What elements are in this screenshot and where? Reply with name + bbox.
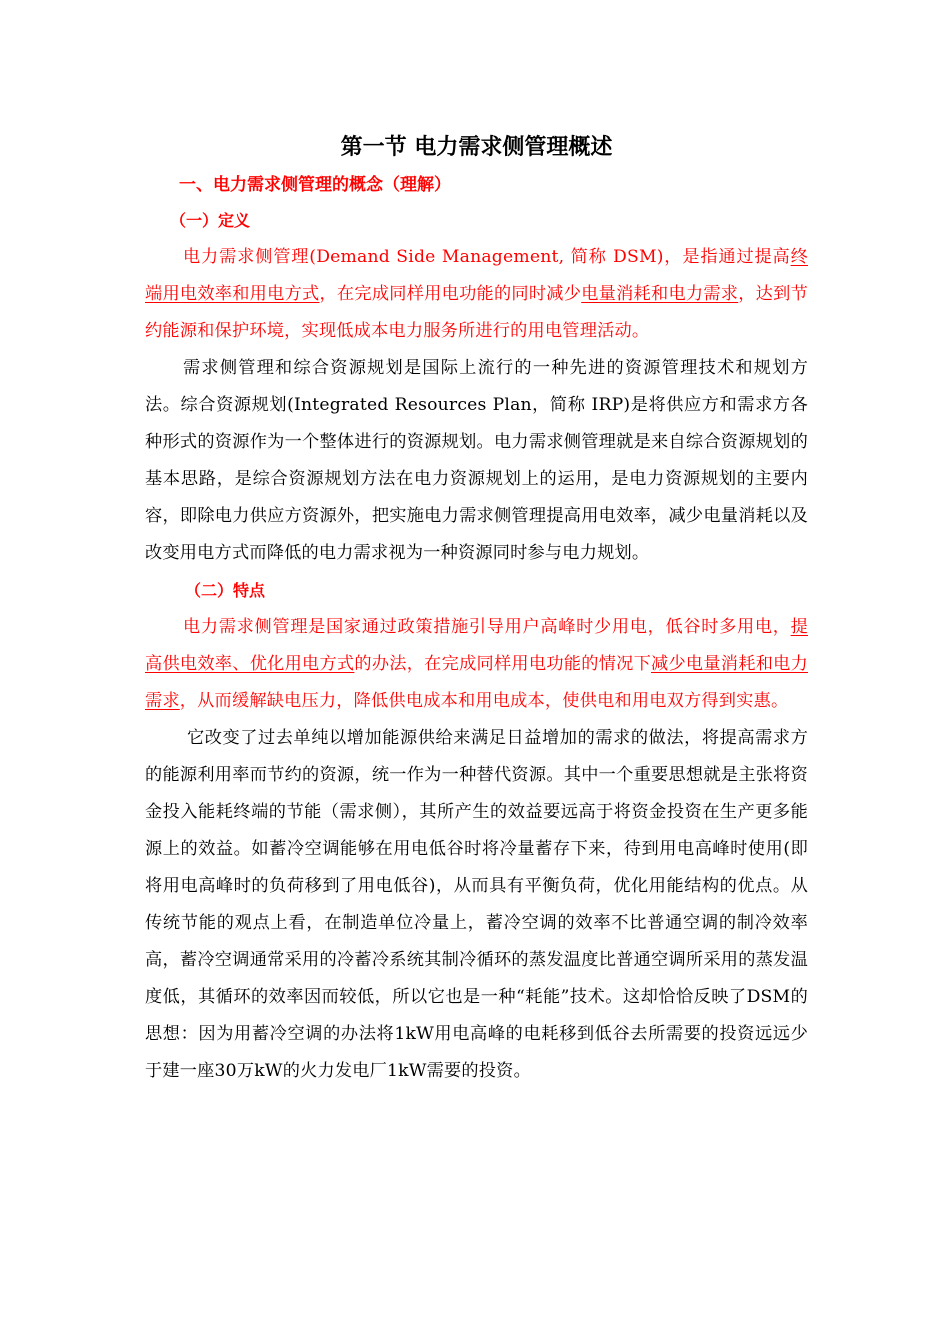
features-text-part-1: 电力需求侧管理是国家通过政策措施引导用户高峰时少用电，低谷时多用电， [183, 617, 791, 637]
subsection-heading-definition: （一）定义 [170, 211, 251, 230]
dsm-explanation-paragraph: 它改变了过去单纯以增加能源供给来满足日益增加的需求的做法，将提高需求方的能源利用率而节约的资源，统一作为一种替代资源。其中一个重要思想就是主张将资金投入能耗终端的节能（需求侧），其所产生的效益要远高于将资金投资在生产更多能源上的效益。如蓄冷空调能够在用电低谷时将冷量蓄存下来，待到用电高峰时使用(即将用电高峰时的负荷移到了用电低谷)，从而具有平衡负荷，优化用能结构的优点。从传统节能的观点上看，在制造单位冷量上，蓄冷空调的效率不比普通空调的制冷效率高，蓄冷空调通常采用的冷蓄冷系统其制冷循环的蒸发温度比普通空调所采用的蒸发温度低，其循环的效率因而较低，所以它也是一种“耗能”技术。这却恰恰反映了DSM的思想：因为用蓄冷空调的办法将1kW用电高峰的电耗移到低谷去所需要的投资远远少于建一座30万kW的火力发电厂1kW需要的投资。 [145, 728, 808, 1081]
features-underlined-2: 减少电量消耗和电力需求 [145, 654, 808, 711]
definition-underlined-2: 电量消耗和电力需求 [581, 284, 739, 304]
subsection-heading-features: （二）特点 [185, 581, 266, 600]
definition-underlined-1: 终端用电效率和用电方式 [145, 247, 808, 304]
irp-paragraph: 需求侧管理和综合资源规划是国际上流行的一种先进的资源管理技术和规划方法。综合资源规划(Integrated Resources Plan，简称 IRP)是将供应方和需求方各种形式的资源作为一个整体进行的资源规划。电力需求侧管理就是来自综合资源规划的基本思路，是综合资源规划方法在电力资源规划上的运用，是电力资源规划的主要内容，即除电力供应方资源外，把实施电力需求侧管理提高用电效率，减少电量消耗以及改变用电方式而降低的电力需求视为一种资源同时参与电力规划。 [145, 358, 808, 563]
features-paragraph [145, 609, 808, 720]
definition-text-part-1: 电力需求侧管理(Demand Side Management, 简称 DSM)，是指通过提高 [183, 247, 791, 267]
features-underlined-1: 提高供电效率、优化用电方式 [145, 617, 808, 674]
features-text-part-3: ，从而缓解缺电压力，降低供电成本和用电成本，使供电和用电双方得到实惠。 [179, 691, 789, 711]
section-heading-concept: 一、电力需求侧管理的概念（理解） [179, 175, 451, 195]
page-title: 第一节 电力需求侧管理概述 [340, 135, 613, 160]
definition-text-part-2: ，在完成同样用电功能的同时减少 [319, 284, 582, 304]
features-text-part-2: 的办法，在完成同样用电功能的情况下 [354, 654, 652, 674]
definition-paragraph [145, 239, 808, 350]
definition-text-part-3: ，达到节约能源和保护环境，实现低成本电力服务所进行的用电管理活动。 [145, 284, 808, 341]
